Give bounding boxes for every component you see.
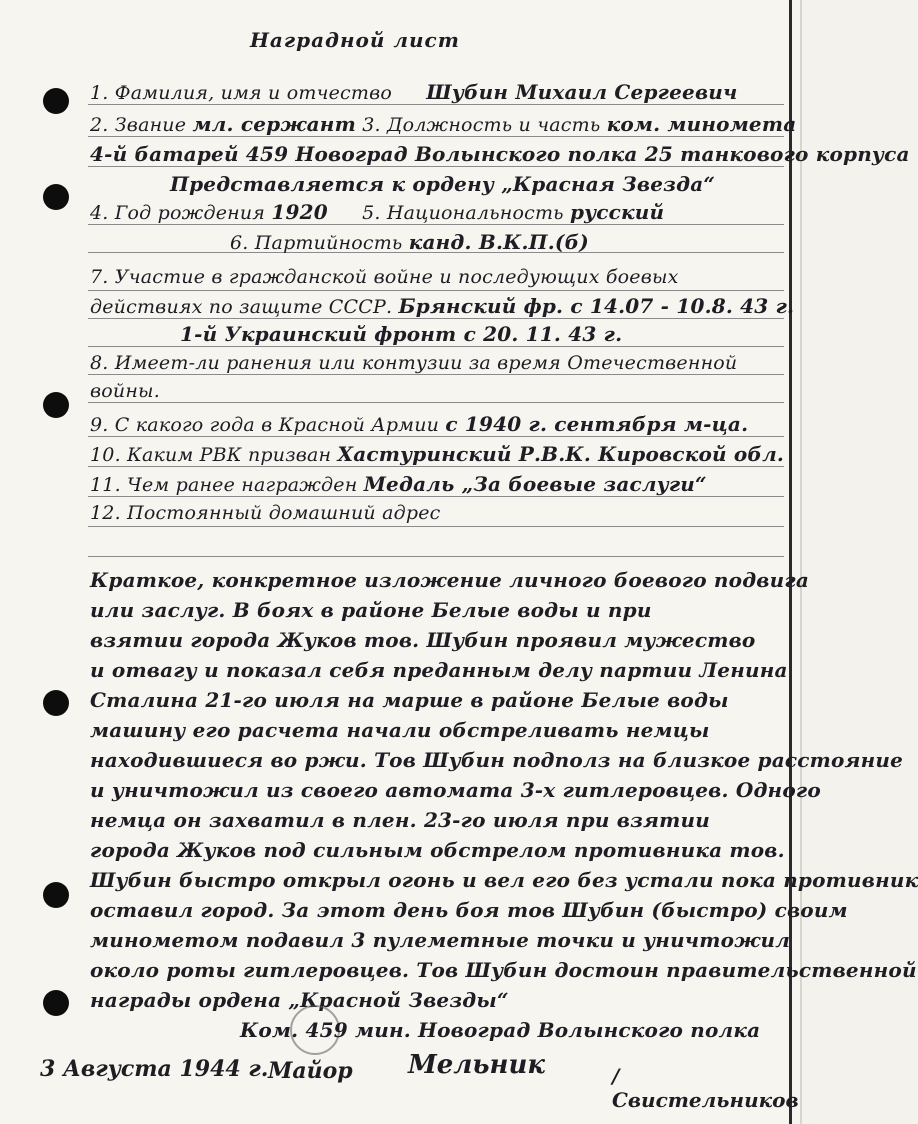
field-label: 4. Год рождения [90, 202, 266, 224]
field-civil-war [90, 266, 679, 288]
ruled-line [88, 436, 784, 437]
ruled-line [88, 136, 784, 137]
ruled-line [88, 104, 784, 105]
summary-line: взятии города Жуков тов. Шубин проявил мужество [90, 628, 756, 652]
field-wounds [90, 352, 737, 374]
summary-line: оставил город. За этот день боя тов Шубин (быстро) своим [90, 898, 848, 922]
ruled-line [88, 166, 784, 167]
punch-hole [43, 882, 69, 908]
field-label: 10. Каким РВК призван [90, 444, 332, 466]
field-ussr-defense [90, 294, 794, 318]
field-value: Медаль „За боевые заслуги“ [363, 472, 707, 496]
punch-hole [43, 690, 69, 716]
field-label: 1. Фамилия, имя и отчество [90, 82, 393, 104]
signature-date: 3 Августа 1944 г. [40, 1056, 269, 1082]
field-label: 6. Партийность [230, 232, 403, 254]
field-label: 8. Имеет-ли ранения или контузии за время Отечественной [90, 352, 738, 374]
summary-line: машину его расчета начали обстреливать немцы [90, 718, 710, 742]
field-value: 1920 [271, 200, 328, 224]
summary-line: и уничтожил из своего автомата 3-х гитлеровцев. Одного [90, 778, 821, 802]
summary-line: награды ордена „Красной Звезды“ [90, 988, 509, 1012]
ruled-line [88, 346, 784, 347]
field-full-name [90, 80, 738, 104]
page-edge-shadow [789, 0, 792, 1124]
punch-hole [43, 990, 69, 1016]
summary-line: немца он захватил в плен. 23-го июля при взятии [90, 808, 711, 832]
field-label: 12. Постоянный домашний адрес [90, 502, 441, 524]
summary-line: минометом подавил 3 пулеметные точки и уничтожил [90, 928, 791, 952]
field-value: Представляется к ордену „Красная Звезда“ [170, 172, 716, 196]
punch-hole [43, 88, 69, 114]
ruled-line [88, 374, 784, 375]
field-value: с 1940 г. сентября м-ца. [445, 412, 749, 436]
ruled-line [88, 224, 784, 225]
field-value: русский [569, 200, 665, 224]
ruled-line [88, 526, 784, 527]
summary-line: Сталина 21-го июля на марше в районе Белые воды [90, 688, 729, 712]
field-value: мл. сержант [192, 112, 356, 136]
document-title: Наградной лист [250, 28, 460, 52]
handwritten-signature: Мельник [408, 1050, 545, 1080]
field-draft-office [90, 442, 784, 466]
field-label: 5. Национальность [362, 202, 564, 224]
ruled-line [88, 496, 784, 497]
signatory-name: / Свистельников [612, 1064, 799, 1112]
field-label: войны. [90, 380, 160, 402]
field-nomination [170, 172, 715, 196]
summary-line: около роты гитлеровцев. Тов Шубин достоин правительственной [90, 958, 917, 982]
field-label: действиях по защите СССР. [90, 296, 393, 318]
field-label: 9. С какого года в Красной Армии [90, 414, 440, 436]
summary-line: и отвагу и показал себя преданным делу партии Ленина [90, 658, 788, 682]
punch-hole [43, 184, 69, 210]
summary-line: или заслуг. В боях в районе Белые воды и при [90, 598, 652, 622]
summary-line: Краткое, конкретное изложение личного боевого подвига [90, 568, 809, 592]
field-birth-nationality [90, 200, 664, 224]
ruled-line [88, 402, 784, 403]
field-unit [90, 142, 910, 166]
summary-line: города Жуков под сильным обстрелом противника тов. [90, 838, 785, 862]
field-value: Брянский фр. с 14.07 - 10.8. 43 г. [398, 294, 795, 318]
field-label: 11. Чем ранее награжден [90, 474, 358, 496]
field-value: Шубин Михаил Сергеевич [426, 80, 738, 104]
field-home-address [90, 502, 441, 524]
signature-rank: Майор [268, 1058, 353, 1084]
punch-hole [43, 392, 69, 418]
field-wounds-cont [90, 380, 160, 402]
field-army-since [90, 412, 748, 436]
ruled-line [88, 318, 784, 319]
field-front [180, 322, 622, 346]
field-value: канд. В.К.П.(б) [408, 230, 589, 254]
field-party [230, 230, 589, 254]
field-rank-position [90, 112, 796, 136]
field-label: 3. Должность и часть [362, 114, 601, 136]
field-value: ком. миномета [606, 112, 797, 136]
summary-line: Шубин быстро открыл огонь и вел его без устали пока противник [90, 868, 918, 892]
commander-line: Ком. 459 мин. Новоград Волынского полка [240, 1018, 761, 1042]
ruled-line [88, 556, 784, 557]
ruled-line [88, 290, 784, 291]
summary-line: находившиеся во ржи. Тов Шубин подполз на близкое расстояние [90, 748, 904, 772]
field-value: Хастуринский Р.В.К. Кировской обл. [337, 442, 785, 466]
field-prior-awards [90, 472, 707, 496]
field-value: 1-й Украинский фронт с 20. 11. 43 г. [180, 322, 623, 346]
field-value: 4-й батарей 459 Новоград Волынского полка 25 танкового корпуса [90, 142, 910, 166]
field-label: 7. Участие в гражданской войне и последующих боевых [90, 266, 679, 288]
ruled-line [88, 466, 784, 467]
field-label: 2. Звание [90, 114, 187, 136]
